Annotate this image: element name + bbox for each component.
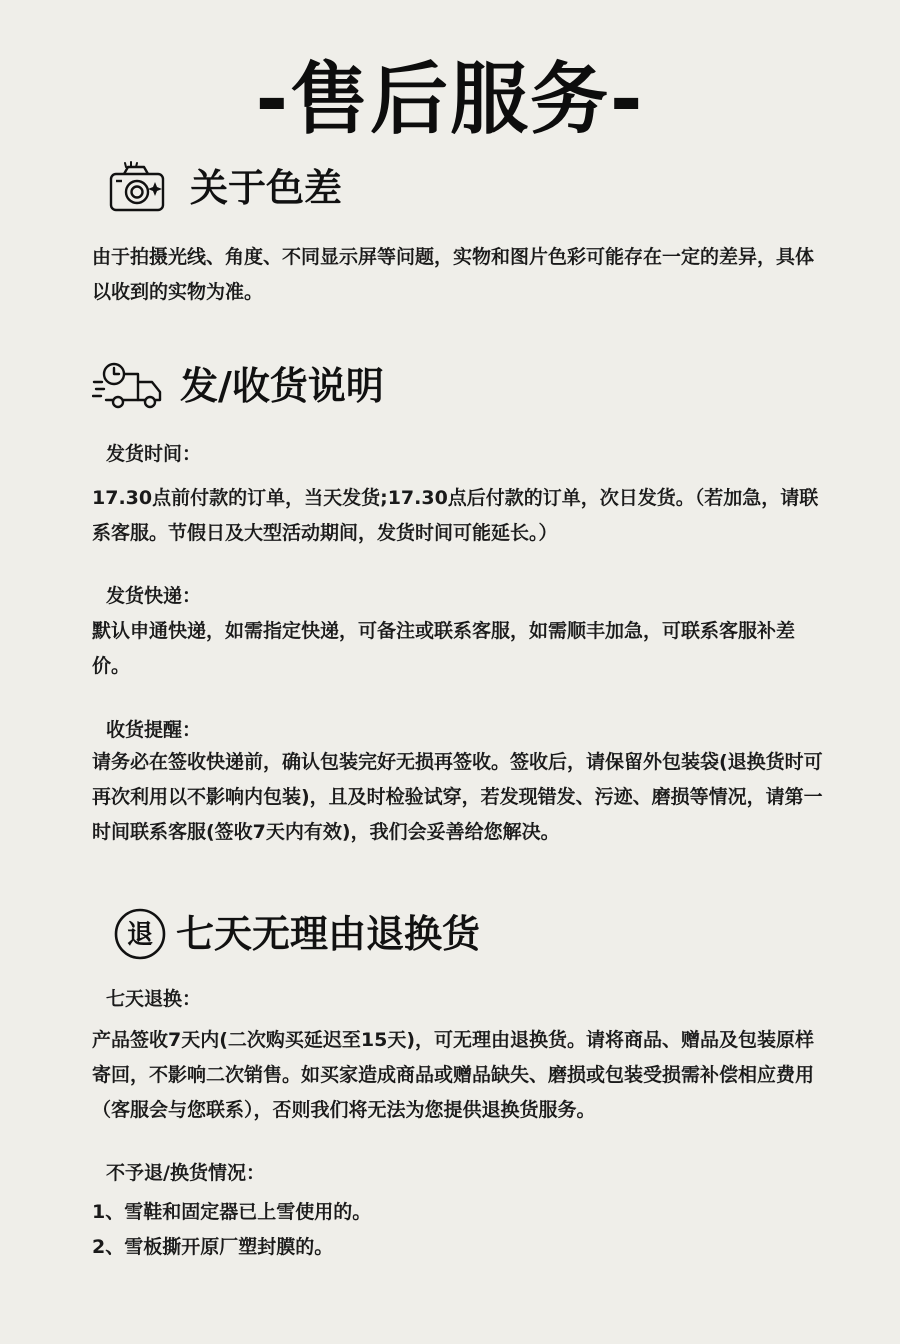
color-section-header <box>108 160 342 216</box>
color-section-heading: 关于色差 <box>190 166 343 210</box>
return-section-header <box>112 906 480 962</box>
receipt-label: 收货提醒： <box>106 719 202 741</box>
delivery-truck-clock-icon <box>92 358 168 414</box>
shipping-section-heading: 发/收货说明 <box>180 364 384 408</box>
ship-time-label: 发货时间： <box>106 443 202 465</box>
courier-text: 默认申通快递，如需指定快递，可备注或联系客服，如需顺丰加急，可联系客服补差价。 <box>92 620 796 677</box>
seven-day-label: 七天退换： <box>106 988 202 1010</box>
seven-day-text: 产品签收7天内(二次购买延迟至15天)，可无理由退换货。请将商品、赠品及包装原样寄回，不影响二次销售。如买家造成商品或赠品缺失、磨损或包装受损需补偿相应费用（客服会与您联系），否则我们将无法为您提供退换货服务。 <box>92 1029 815 1121</box>
list-item: 2、雪板撕开原厂塑封膜的。 <box>92 1236 334 1258</box>
shipping-section-header <box>92 358 384 414</box>
ship-time-text: 17.30点前付款的订单，当天发货;17.30点后付款的订单，次日发货。（若加急，请联系客服。节假日及大型活动期间，发货时间可能延长。） <box>92 487 819 544</box>
courier-label: 发货快递： <box>106 585 202 607</box>
return-glyph: 退 <box>126 920 154 950</box>
return-circle-icon <box>112 906 168 962</box>
camera-icon <box>108 160 178 216</box>
list-item: 1、雪鞋和固定器已上雪使用的。 <box>92 1201 372 1223</box>
color-section-text: 由于拍摄光线、角度、不同显示屏等问题，实物和图片色彩可能存在一定的差异，具体以收到的实物为准。 <box>92 246 815 303</box>
page-title: -售后服务- <box>255 55 645 145</box>
receipt-text: 请务必在签收快递前，确认包装完好无损再签收。签收后，请保留外包装袋(退换货时可再次利用以不影响内包装)，且及时检验试穿，若发现错发、污迹、磨损等情况，请第一时间联系客服(签收7天内有效)，我们会妥善给您解决。 <box>92 751 823 843</box>
return-section-heading: 七天无理由退换货 <box>176 912 481 956</box>
no-return-label: 不予退/换货情况： <box>106 1162 265 1184</box>
